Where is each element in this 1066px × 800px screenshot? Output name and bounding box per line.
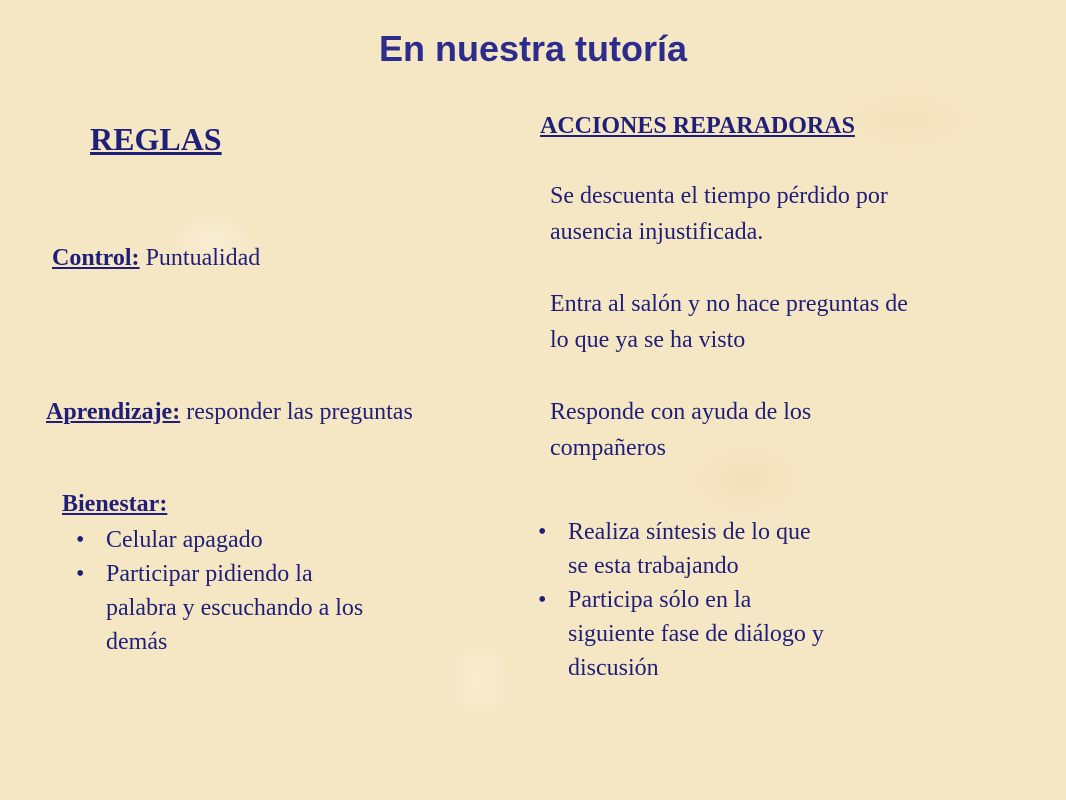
list-item-text: Participa sólo en la <box>568 587 752 613</box>
list-item-text: palabra y escuchando a los <box>106 595 364 621</box>
action-line: ausencia injustificada. <box>550 219 764 245</box>
action-line: Responde con ayuda de los <box>550 399 812 425</box>
action-line: lo que ya se ha visto <box>550 327 746 353</box>
control-rule <box>52 240 260 276</box>
list-item-text: demás <box>106 629 168 655</box>
aprendizaje-rule <box>46 394 413 430</box>
list-item-text: Realiza síntesis de lo que <box>568 519 811 545</box>
list-item: • Celular apagado <box>70 523 363 557</box>
list-item <box>70 557 363 659</box>
list-item-text: discusión <box>568 655 659 681</box>
list-item-text: siguiente fase de diálogo y <box>568 621 824 647</box>
bienestar-list <box>70 523 363 659</box>
bienestar-label: Bienestar: <box>62 491 168 517</box>
acciones-bienestar-list <box>532 515 824 685</box>
action-puntualidad-1 <box>550 178 888 250</box>
control-label: Control: <box>52 245 140 271</box>
action-aprendizaje <box>550 394 811 466</box>
list-item <box>532 583 824 685</box>
list-item-text: se esta trabajando <box>568 553 739 579</box>
page-title: En nuestra tutoría <box>378 28 688 69</box>
action-line: Se descuenta el tiempo pérdido por <box>550 183 888 209</box>
action-line: Entra al salón y no hace preguntas de <box>550 291 908 317</box>
control-value: Puntualidad <box>145 245 261 271</box>
acciones-heading: ACCIONES REPARADORAS <box>540 113 855 139</box>
list-item <box>532 515 824 583</box>
aprendizaje-label: Aprendizaje: <box>46 399 181 425</box>
action-puntualidad-2 <box>550 286 908 358</box>
reglas-heading: REGLAS <box>90 121 222 157</box>
aprendizaje-value: responder las preguntas <box>186 399 413 425</box>
action-line: compañeros <box>550 435 666 461</box>
list-item-text: Participar pidiendo la <box>106 561 313 587</box>
